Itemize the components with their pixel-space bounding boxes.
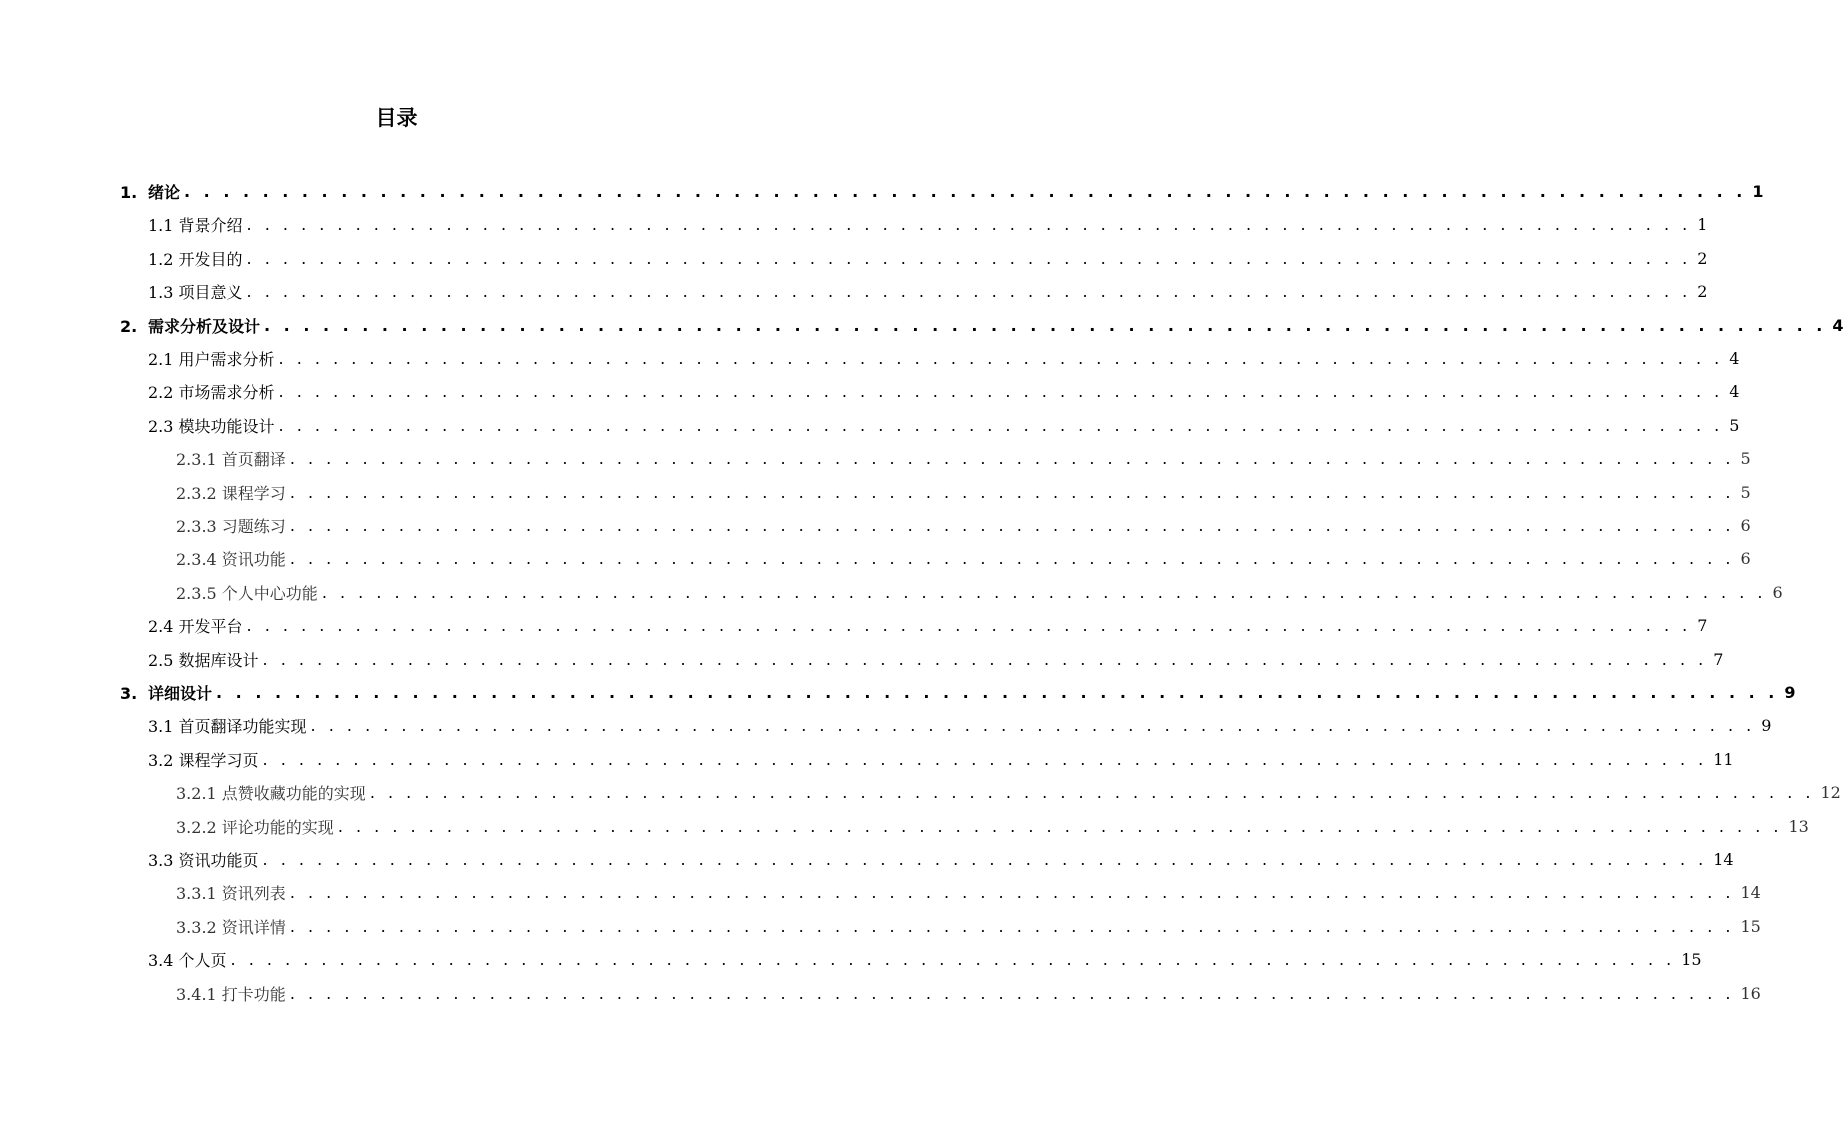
toc-entry-leader: . . . . . . . . . . . . . . . . . . . . . . . . . . . . . . . . . . . . . . . . . . . . . . . . . . . . . . . . . . . . . . . . . . . . . . . . . . . . . . . . [216,683,1779,702]
toc-entry-label [176,982,286,1005]
toc-entry-label [148,648,259,671]
toc-entry-label [148,848,259,871]
toc-entry-label [148,347,275,370]
toc-entry-page-number: 15 [1740,916,1761,936]
toc-entry-leader: . . . . . . . . . . . . . . . . . . . . . . . . . . . . . . . . . . . . . . . . . . . . . . . . . . . . . . . . . . . . . . . . . . . . . . . . . . . . . . . . [289,883,1735,903]
toc-entry-leader: . . . . . . . . . . . . . . . . . . . . . . . . . . . . . . . . . . . . . . . . . . . . . . . . . . . . . . . . . . . . . . . . . . . . . . . . . . . . . . . . [337,816,1783,836]
toc-entry[interactable] [120,175,1764,208]
toc-entry[interactable] [148,375,1740,408]
toc-entry-label [148,948,227,971]
toc-entry-page-number: 4 [1832,315,1843,335]
toc-entry-leader: . . . . . . . . . . . . . . . . . . . . . . . . . . . . . . . . . . . . . . . . . . . . . . . . . . . . . . . . . . . . . . . . . . . . . . . . . . . . . . . . [369,783,1815,803]
toc-entry-page-number: 11 [1713,749,1734,769]
toc-title: 目录 [375,106,418,130]
toc-entry[interactable] [120,309,1843,342]
toc-entry-text: 1.2 开发目的 [148,249,243,269]
toc-entry[interactable] [148,743,1734,776]
toc-entry-leader: . . . . . . . . . . . . . . . . . . . . . . . . . . . . . . . . . . . . . . . . . . . . . . . . . . . . . . . . . . . . . . . . . . . . . . . . . . . . . . . . [289,916,1735,936]
toc-entry-text: 2.2 市场需求分析 [148,383,275,403]
toc-entry-page-number: 14 [1740,883,1761,903]
toc-entry-leader: . . . . . . . . . . . . . . . . . . . . . . . . . . . . . . . . . . . . . . . . . . . . . . . . . . . . . . . . . . . . . . . . . . . . . . . . . . . . . . . . [262,850,1708,869]
toc-entry[interactable] [148,843,1734,876]
toc-entry[interactable] [176,977,1761,1010]
toc-entry-text: 2.3 模块功能设计 [148,416,275,436]
toc-entry[interactable] [148,943,1702,976]
toc-entry[interactable] [176,509,1751,542]
toc-entry-leader: . . . . . . . . . . . . . . . . . . . . . . . . . . . . . . . . . . . . . . . . . . . . . . . . . . . . . . . . . . . . . . . . . . . . . . . . . . . . . . . . [246,248,1692,268]
toc-entry-page-number: 7 [1713,649,1724,669]
toc-entry[interactable] [176,876,1761,909]
toc-entry-label [120,314,260,337]
toc-entry-label [176,781,366,804]
toc-entry-leader: . . . . . . . . . . . . . . . . . . . . . . . . . . . . . . . . . . . . . . . . . . . . . . . . . . . . . . . . . . . . . . . . . . . . . . . . . . . . . . . . [184,182,1747,201]
toc-entry[interactable] [148,208,1708,241]
toc-entry[interactable] [176,576,1783,609]
toc-entry-leader: . . . . . . . . . . . . . . . . . . . . . . . . . . . . . . . . . . . . . . . . . . . . . . . . . . . . . . . . . . . . . . . . . . . . . . . . . . . . . . . . [278,349,1724,368]
toc-entry-page-number: 4 [1729,349,1740,368]
toc-entry-text: 2.5 数据库设计 [148,650,259,670]
toc-entry-page-number: 2 [1697,248,1708,268]
toc-entry-text: 3.4 个人页 [148,951,227,971]
toc-entry-page-number: 1 [1697,215,1708,235]
toc-entry-leader: . . . . . . . . . . . . . . . . . . . . . . . . . . . . . . . . . . . . . . . . . . . . . . . . . . . . . . . . . . . . . . . . . . . . . . . . . . . . . . . . [262,749,1708,769]
toc-entry-page-number: 16 [1740,983,1761,1003]
toc-entry[interactable] [176,910,1761,943]
toc-entry-text: 2.3.4 资讯功能 [176,550,286,570]
toc-entry-text: 3.2.1 点赞收藏功能的实现 [176,784,366,804]
toc-entry-label [148,414,275,437]
toc-entry-text: 2.4 开发平台 [148,617,243,637]
toc-entry[interactable] [176,810,1809,843]
toc-entry-number: 3. [120,684,138,703]
toc-entry-page-number: 5 [1740,482,1751,502]
toc-entry-leader: . . . . . . . . . . . . . . . . . . . . . . . . . . . . . . . . . . . . . . . . . . . . . . . . . . . . . . . . . . . . . . . . . . . . . . . . . . . . . . . . [289,983,1735,1003]
toc-entry-page-number: 5 [1740,449,1751,469]
toc-entry-label [148,714,307,737]
toc-entry-label [176,447,286,470]
toc-entry-leader: . . . . . . . . . . . . . . . . . . . . . . . . . . . . . . . . . . . . . . . . . . . . . . . . . . . . . . . . . . . . . . . . . . . . . . . . . . . . . . . . [321,582,1767,602]
toc-entry-text: 详细设计 [148,684,213,703]
toc-entry-leader: . . . . . . . . . . . . . . . . . . . . . . . . . . . . . . . . . . . . . . . . . . . . . . . . . . . . . . . . . . . . . . . . . . . . . . . . . . . . . . . . [230,950,1676,970]
toc-entry-text: 3.3.1 资讯列表 [176,884,286,904]
toc-entry-page-number: 1 [1752,182,1764,201]
toc-entry-text: 1.3 项目意义 [148,283,243,303]
toc-entry-page-number: 4 [1729,382,1740,402]
toc-entry-label [176,481,286,504]
toc-entry-text: 2.3.1 首页翻译 [176,450,286,470]
toc-entry-leader: . . . . . . . . . . . . . . . . . . . . . . . . . . . . . . . . . . . . . . . . . . . . . . . . . . . . . . . . . . . . . . . . . . . . . . . . . . . . . . . . [262,649,1708,669]
toc-entry-leader: . . . . . . . . . . . . . . . . . . . . . . . . . . . . . . . . . . . . . . . . . . . . . . . . . . . . . . . . . . . . . . . . . . . . . . . . . . . . . . . . [310,716,1756,736]
toc-entry[interactable] [148,409,1740,442]
toc-entry-text: 3.2 课程学习页 [148,750,259,770]
toc-entry-page-number: 7 [1697,616,1708,636]
toc-entry[interactable] [148,609,1708,642]
toc-entry[interactable] [148,709,1772,742]
toc-entry-label [120,681,212,704]
toc-entry[interactable] [176,776,1841,809]
toc-entry-page-number: 2 [1697,282,1708,302]
toc-entry-text: 2.1 用户需求分析 [148,350,275,369]
toc-entry-text: 需求分析及设计 [148,316,261,336]
toc-entry-page-number: 13 [1788,816,1809,836]
toc-entry-text: 1.1 背景介绍 [148,216,243,236]
toc-entry-label [176,581,318,604]
toc-entry-number: 2. [120,316,138,336]
toc-entry-leader: . . . . . . . . . . . . . . . . . . . . . . . . . . . . . . . . . . . . . . . . . . . . . . . . . . . . . . . . . . . . . . . . . . . . . . . . . . . . . . . . [246,282,1692,302]
toc-entry-label [148,748,259,771]
toc-entry-text: 2.3.3 习题练习 [176,517,286,536]
toc-entry[interactable] [148,342,1740,375]
toc-entry-label [148,380,275,403]
toc-entry-text: 3.2.2 评论功能的实现 [176,817,334,837]
toc-entry-leader: . . . . . . . . . . . . . . . . . . . . . . . . . . . . . . . . . . . . . . . . . . . . . . . . . . . . . . . . . . . . . . . . . . . . . . . . . . . . . . . . [289,449,1735,469]
toc-entry-label [120,180,180,203]
toc-entry-text: 2.3.5 个人中心功能 [176,583,318,603]
toc-entry-label [176,547,286,570]
toc-entry-number: 1. [120,183,138,202]
toc-entry[interactable] [120,676,1796,709]
toc-entry-page-number: 9 [1761,716,1772,736]
toc-entry-text: 3.1 首页翻译功能实现 [148,717,307,737]
toc-entry-page-number: 6 [1740,516,1751,535]
toc-entry-leader: . . . . . . . . . . . . . . . . . . . . . . . . . . . . . . . . . . . . . . . . . . . . . . . . . . . . . . . . . . . . . . . . . . . . . . . . . . . . . . . . [278,415,1724,435]
toc-entry-label [148,247,243,270]
toc-entry[interactable] [148,275,1708,308]
toc-entry-page-number: 12 [1820,783,1841,803]
toc-entry-text: 3.4.1 打卡功能 [176,984,286,1004]
toc-entry-label [148,213,243,236]
toc-entry-leader: . . . . . . . . . . . . . . . . . . . . . . . . . . . . . . . . . . . . . . . . . . . . . . . . . . . . . . . . . . . . . . . . . . . . . . . . . . . . . . . . [289,482,1735,502]
toc-entry-leader: . . . . . . . . . . . . . . . . . . . . . . . . . . . . . . . . . . . . . . . . . . . . . . . . . . . . . . . . . . . . . . . . . . . . . . . . . . . . . . . . [246,215,1692,235]
toc-entry-page-number: 6 [1772,582,1783,602]
toc-entry-text: 2.3.2 课程学习 [176,483,286,503]
toc-entry-page-number: 9 [1784,683,1796,702]
toc-entry[interactable] [176,476,1751,509]
toc-entry-leader: . . . . . . . . . . . . . . . . . . . . . . . . . . . . . . . . . . . . . . . . . . . . . . . . . . . . . . . . . . . . . . . . . . . . . . . . . . . . . . . . [246,616,1692,636]
toc-entry[interactable] [148,242,1708,275]
toc-entry-page-number: 5 [1729,415,1740,435]
toc-entry-label [176,514,286,537]
toc-entry-label [176,815,334,838]
toc-entry-page-number: 6 [1740,549,1751,569]
toc-entry-label [148,280,243,303]
toc-entry-leader: . . . . . . . . . . . . . . . . . . . . . . . . . . . . . . . . . . . . . . . . . . . . . . . . . . . . . . . . . . . . . . . . . . . . . . . . . . . . . . . . [264,315,1827,335]
toc-entry[interactable] [148,643,1724,676]
toc-entry[interactable] [176,542,1751,575]
toc-entry-page-number: 14 [1713,850,1734,869]
toc-entry-leader: . . . . . . . . . . . . . . . . . . . . . . . . . . . . . . . . . . . . . . . . . . . . . . . . . . . . . . . . . . . . . . . . . . . . . . . . . . . . . . . . [289,516,1735,535]
toc-entry-label [176,881,286,904]
toc-entry-page-number: 15 [1681,950,1702,970]
toc-entry-leader: . . . . . . . . . . . . . . . . . . . . . . . . . . . . . . . . . . . . . . . . . . . . . . . . . . . . . . . . . . . . . . . . . . . . . . . . . . . . . . . . [289,549,1735,569]
toc-entry[interactable] [176,442,1751,475]
toc-entry-label [176,915,286,938]
toc-entry-label [148,614,243,637]
toc-entry-text: 3.3.2 资讯详情 [176,917,286,937]
toc-entry-text: 3.3 资讯功能页 [148,851,259,870]
toc-entry-leader: . . . . . . . . . . . . . . . . . . . . . . . . . . . . . . . . . . . . . . . . . . . . . . . . . . . . . . . . . . . . . . . . . . . . . . . . . . . . . . . . [278,382,1724,402]
toc-entry-text: 绪论 [148,183,181,202]
